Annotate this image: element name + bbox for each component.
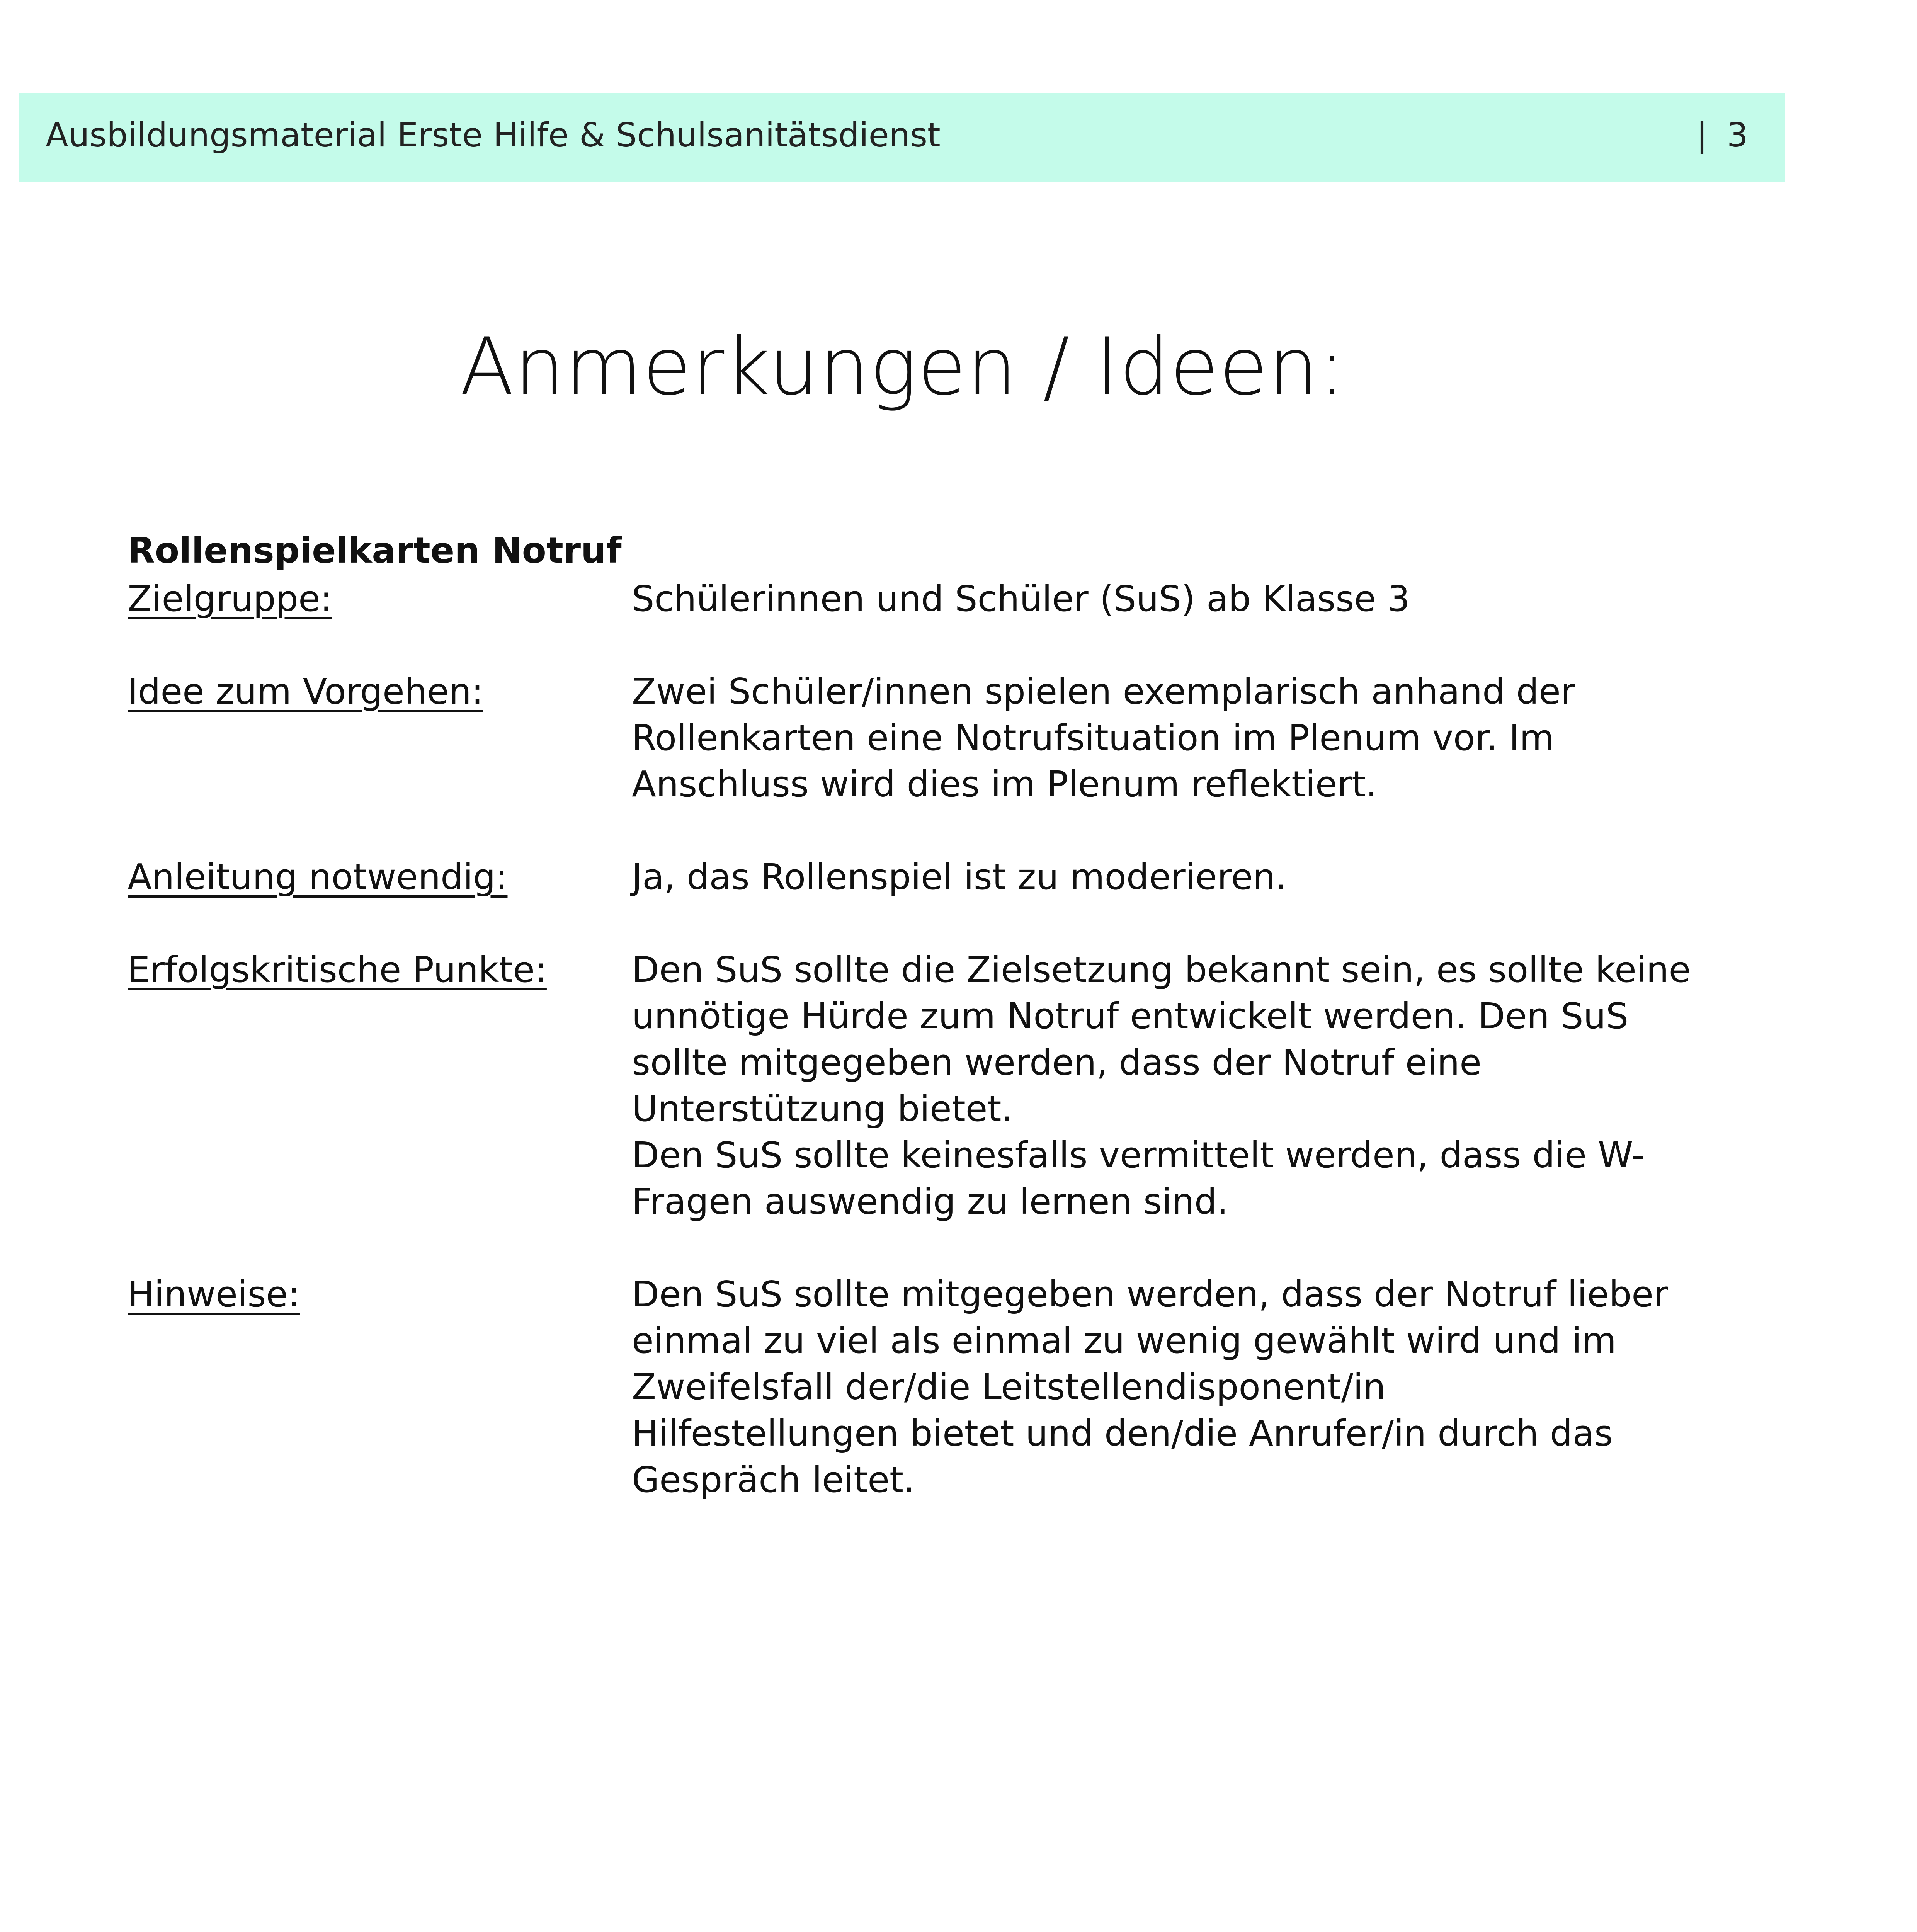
- value-line: einmal zu viel als einmal zu wenig gewählt wird und im: [632, 1320, 1617, 1361]
- row-value: [632, 854, 1706, 900]
- value-line: Den SuS sollte mitgegeben werden, dass der Notruf lieber: [632, 1274, 1668, 1315]
- row-label: Hinweise:: [128, 1274, 300, 1315]
- row-label: Idee zum Vorgehen:: [128, 671, 483, 712]
- section-heading: Rollenspielkarten Notruf: [128, 530, 622, 571]
- row-value: [632, 576, 1706, 622]
- page-header: [19, 93, 1785, 182]
- page-title: Anmerkungen / Ideen:: [460, 321, 1346, 413]
- page-number-value: 3: [1726, 116, 1748, 155]
- row-value: [632, 947, 1706, 1225]
- row-label: Erfolgskritische Punkte:: [128, 949, 547, 990]
- value-line: Den SuS sollte die Zielsetzung bekannt sein, es sollte keine: [632, 949, 1691, 990]
- value-line: Gespräch leitet.: [632, 1459, 915, 1500]
- value-line: Rollenkarten eine Notrufsituation im Plenum vor. Im: [632, 717, 1554, 759]
- value-line: sollte mitgegeben werden, dass der Notruf eine: [632, 1042, 1482, 1083]
- value-line: Anschluss wird dies im Plenum reflektiert.: [632, 764, 1377, 805]
- value-line: Zweifelsfall der/die Leitstellendisponent/in: [632, 1366, 1386, 1408]
- page-number: [1696, 112, 1748, 158]
- value-line: Hilfestellungen bietet und den/die Anrufer/in durch das: [632, 1413, 1613, 1454]
- value-line: Zwei Schüler/innen spielen exemplarisch anhand der: [632, 671, 1575, 712]
- value-line: unnötige Hürde zum Notruf entwickelt werden. Den SuS: [632, 995, 1629, 1037]
- header-title: Ausbildungsmaterial Erste Hilfe & Schulsanitätsdienst: [46, 116, 941, 155]
- row-label: Zielgruppe:: [128, 578, 332, 619]
- value-line: Ja, das Rollenspiel ist zu moderieren.: [632, 856, 1287, 898]
- row-value: [632, 668, 1706, 808]
- value-line: Den SuS sollte keinesfalls vermittelt werden, dass die W-: [632, 1134, 1645, 1176]
- page-number-separator: |: [1696, 116, 1708, 155]
- value-line: Schülerinnen und Schüler (SuS) ab Klasse 3: [632, 578, 1410, 619]
- row-value: [632, 1271, 1706, 1503]
- value-line: Unterstützung bietet.: [632, 1088, 1013, 1129]
- value-line: Fragen auswendig zu lernen sind.: [632, 1181, 1228, 1222]
- row-label: Anleitung notwendig:: [128, 856, 508, 898]
